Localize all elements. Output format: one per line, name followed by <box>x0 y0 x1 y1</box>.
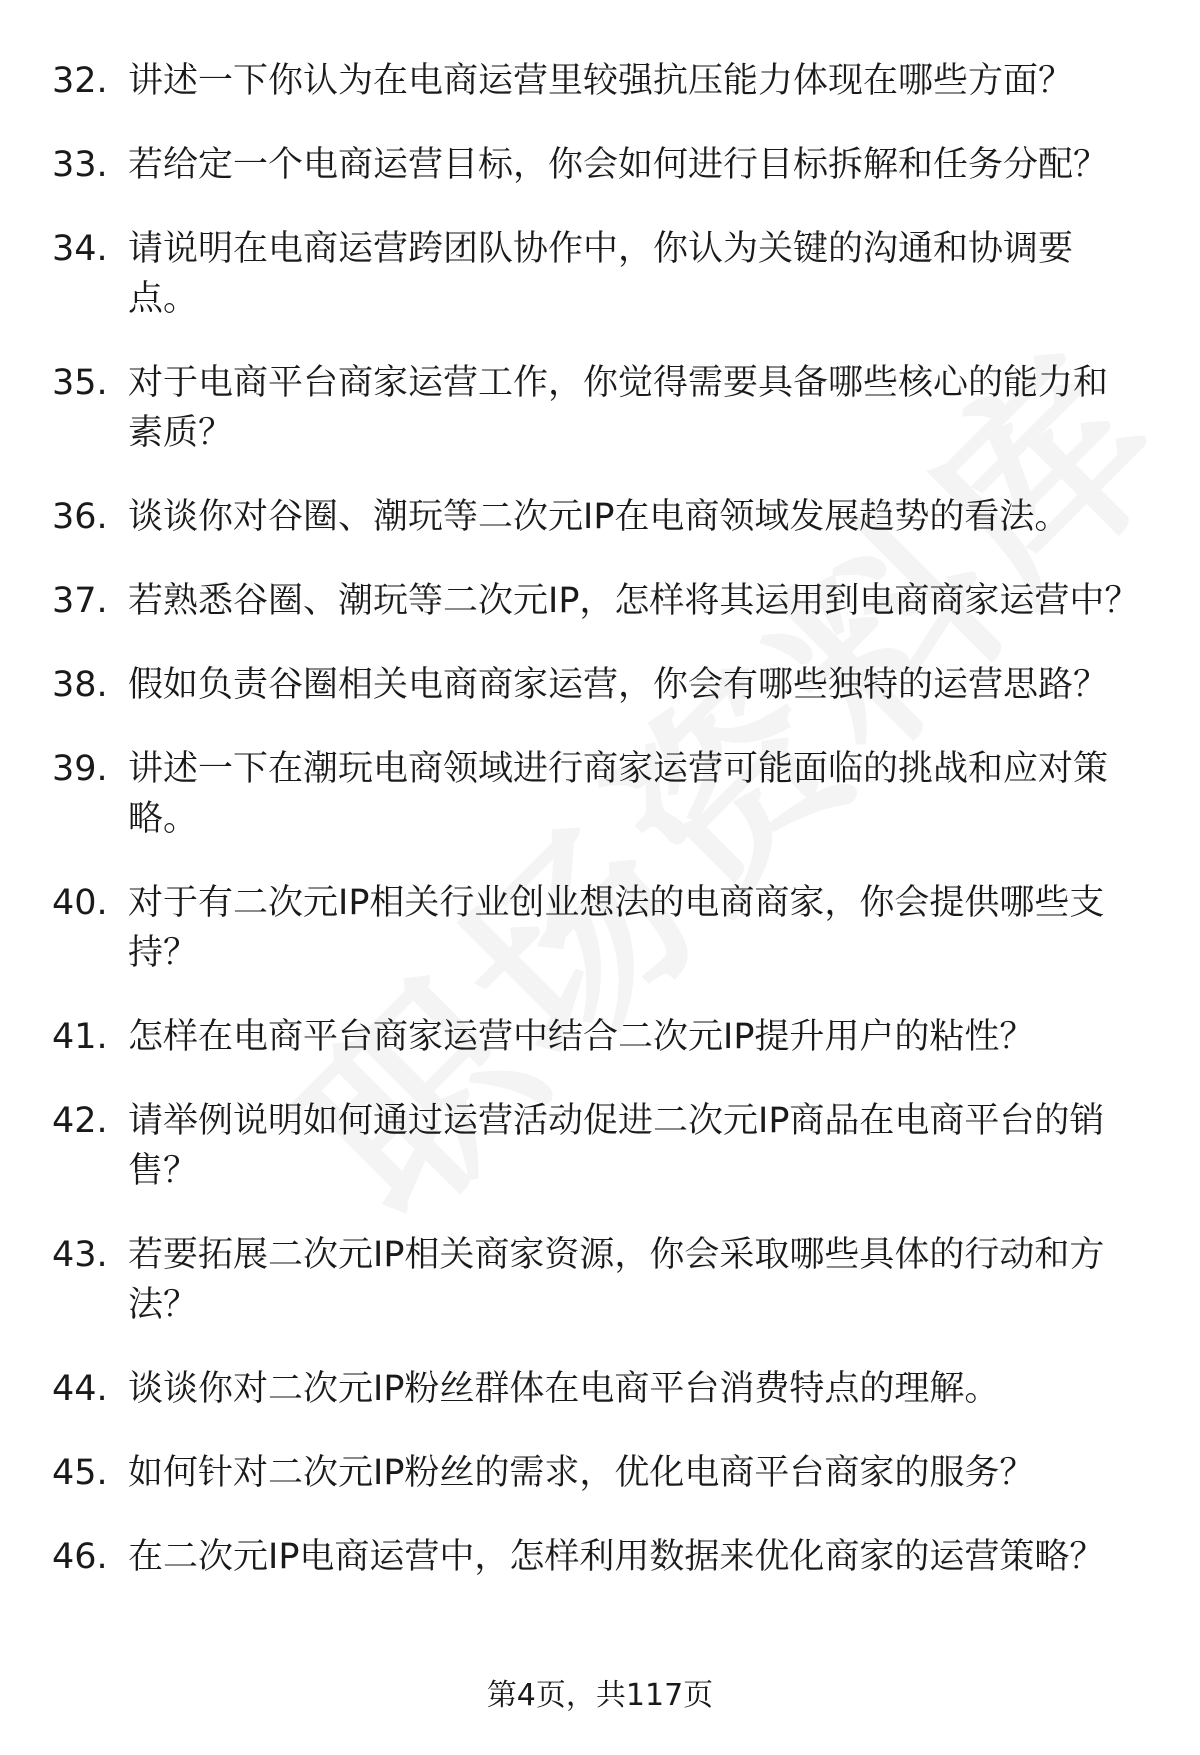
question-text: 谈谈你对二次元IP粉丝群体在电商平台消费特点的理解。 <box>128 1369 1000 1409</box>
question-text: 请举例说明如何通过运营活动促进二次元IP商品在电商平台的销售？ <box>128 1101 1105 1191</box>
question-text: 对于电商平台商家运营工作，你觉得需要具备哪些核心的能力和素质？ <box>128 363 1109 453</box>
question-number: 32. <box>52 61 108 101</box>
question-text: 讲述一下在潮玩电商领域进行商家运营可能面临的挑战和应对策略。 <box>128 749 1109 839</box>
question-number: 38. <box>52 665 108 705</box>
question-number: 39. <box>52 749 108 789</box>
question-text: 若熟悉谷圈、潮玩等二次元IP，怎样将其运用到电商商家运营中？ <box>128 581 1140 621</box>
page-number-label: 第4页，共117页 <box>486 1678 714 1713</box>
list-item <box>0 1096 1200 1196</box>
list-item <box>0 1448 1200 1498</box>
question-number: 45. <box>52 1453 108 1493</box>
question-number: 35. <box>52 363 108 403</box>
question-text: 讲述一下你认为在电商运营里较强抗压能力体现在哪些方面？ <box>128 61 1074 101</box>
question-number: 40. <box>52 883 108 923</box>
list-item <box>0 492 1200 542</box>
question-number: 43. <box>52 1235 108 1275</box>
list-item <box>0 1532 1200 1582</box>
list-item <box>0 224 1200 324</box>
list-item <box>0 1230 1200 1330</box>
question-text: 谈谈你对谷圈、潮玩等二次元IP在电商领域发展趋势的看法。 <box>128 497 1070 537</box>
question-text: 请说明在电商运营跨团队协作中，你认为关键的沟通和协调要点。 <box>128 229 1074 319</box>
question-number: 33. <box>52 145 108 185</box>
question-number: 44. <box>52 1369 108 1409</box>
question-number: 46. <box>52 1537 108 1577</box>
question-text: 在二次元IP电商运营中，怎样利用数据来优化商家的运营策略？ <box>128 1537 1105 1577</box>
question-number: 36. <box>52 497 108 537</box>
question-text: 若给定一个电商运营目标，你会如何进行目标拆解和任务分配？ <box>128 145 1109 185</box>
question-text: 假如负责谷圈相关电商商家运营，你会有哪些独特的运营思路？ <box>128 665 1109 705</box>
page-footer <box>0 1676 1200 1716</box>
list-item <box>0 56 1200 106</box>
list-item <box>0 1364 1200 1414</box>
list-item <box>0 576 1200 626</box>
question-text: 若要拓展二次元IP相关商家资源，你会采取哪些具体的行动和方法？ <box>128 1235 1105 1325</box>
question-number: 37. <box>52 581 108 621</box>
question-number: 42. <box>52 1101 108 1141</box>
question-text: 对于有二次元IP相关行业创业想法的电商商家，你会提供哪些支持？ <box>128 883 1105 973</box>
list-item <box>0 1012 1200 1062</box>
question-text: 怎样在电商平台商家运营中结合二次元IP提升用户的粘性？ <box>128 1017 1035 1057</box>
list-item <box>0 140 1200 190</box>
list-item <box>0 358 1200 458</box>
list-item <box>0 878 1200 978</box>
question-list <box>0 56 1200 1616</box>
list-item <box>0 660 1200 710</box>
list-item <box>0 744 1200 844</box>
question-number: 34. <box>52 229 108 269</box>
question-number: 41. <box>52 1017 108 1057</box>
question-text: 如何针对二次元IP粉丝的需求，优化电商平台商家的服务？ <box>128 1453 1035 1493</box>
